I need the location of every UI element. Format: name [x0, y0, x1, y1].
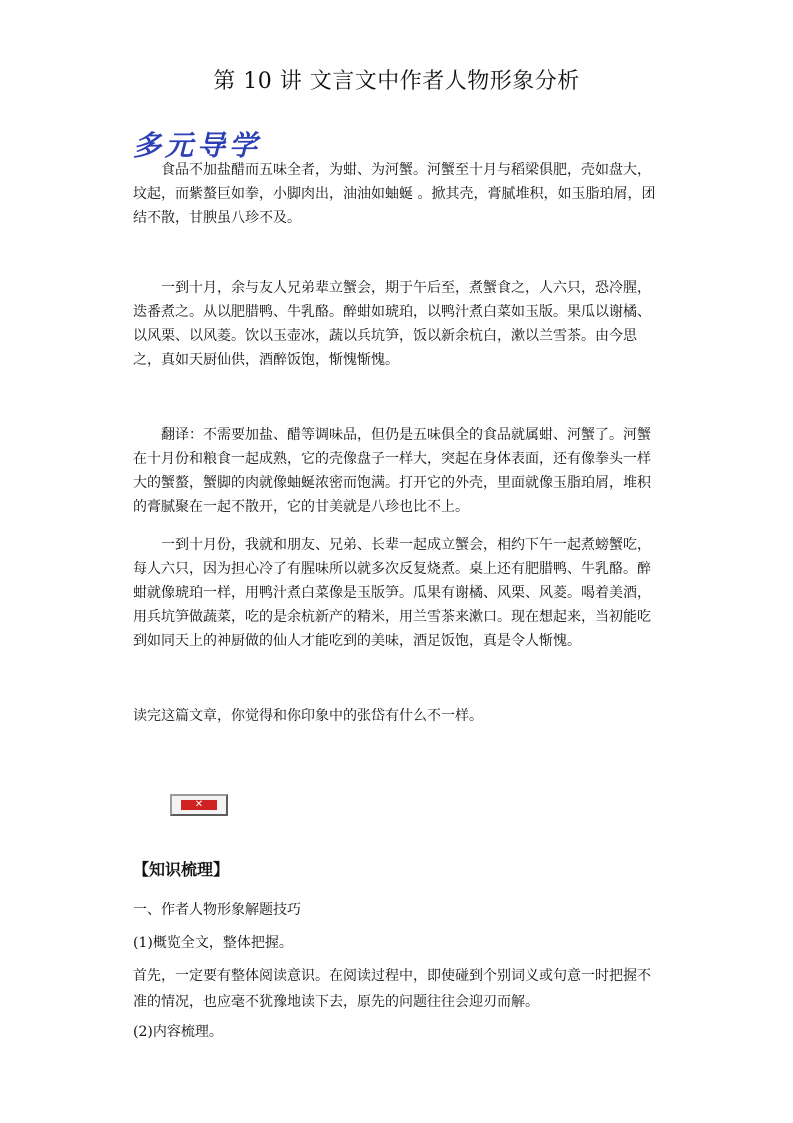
- broken-image-icon: [170, 794, 228, 816]
- error-x-icon: ✕: [181, 800, 217, 810]
- classical-paragraph-1: 食品不加盐醋而五味全者，为蚶、为河蟹。河蟹至十月与稻梁俱肥，壳如盘大，坟起，而紫螯巨如拳，小脚肉出，油油如蚰蜒 。掀其壳，膏腻堆积，如玉脂珀屑，团结不散，甘腴虽八珍不及。: [133, 162, 656, 226]
- outline-item-4: (2)内容梳理。: [133, 1024, 223, 1040]
- brand-heading: 多元导学: [133, 129, 262, 162]
- page-title: 第 10 讲 文言文中作者人物形象分析: [213, 69, 580, 94]
- outline-item-3: 首先，一定要有整体阅读意识。在阅读过程中，即使碰到个别词义或句意一时把握不准的情况，也应毫不犹豫地读下去，原先的问题往往会迎刃而解。: [133, 968, 651, 1010]
- outline-item-1: 一、作者人物形象解题技巧: [133, 902, 301, 918]
- outline-item-2: (1)概览全文，整体把握。: [133, 935, 293, 951]
- classical-paragraph-2: 一到十月，余与友人兄弟辈立蟹会，期于午后至，煮蟹食之，人六只，恐冷腥，迭番煮之。从以肥腊鸭、牛乳酪。醉蚶如琥珀，以鸭汁煮白菜如玉版。果瓜以谢橘、以风栗、以风菱。饮以玉壶冰，蔬以兵坑笋，饭以新余杭白，漱以兰雪茶。由今思之，真如天厨仙供，酒醉饭饱，惭愧惭愧。: [133, 280, 651, 368]
- translation-paragraph-1: 翻译：不需要加盐、醋等调味品，但仍是五味俱全的食品就属蚶、河蟹了。河蟹在十月份和粮食一起成熟，它的壳像盘子一样大，突起在身体表面，还有像拳头一样大的蟹螯，蟹脚的肉就像蚰蜒浓密而饱满。打开它的外壳，里面就像玉脂珀屑，堆积的膏腻聚在一起不散开，它的甘美就是八珍也比不上。: [133, 427, 651, 515]
- discussion-question: 读完这篇文章，你觉得和你印象中的张岱有什么不一样。: [133, 708, 483, 724]
- translation-paragraph-2: 一到十月份，我就和朋友、兄弟、长辈一起成立蟹会，相约下午一起煮螃蟹吃，每人六只，因为担心冷了有腥味所以就多次反复烧煮。桌上还有肥腊鸭、牛乳酪。醉蚶就像琥珀一样，用鸭汁煮白菜像是玉版笋。瓜果有谢橘、风栗、风菱。喝着美酒，用兵坑笋做蔬菜，吃的是余杭新产的精米，用兰雪茶来漱口。现在想起来，当初能吃到如同天上的神厨做的仙人才能吃到的美味，酒足饭饱，真是令人惭愧。: [133, 537, 651, 649]
- section-heading: 【知识梳理】: [133, 860, 230, 879]
